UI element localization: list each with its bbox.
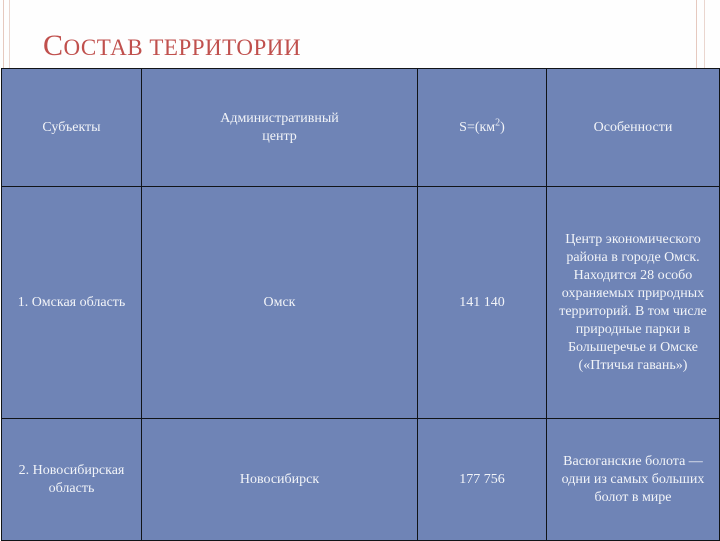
- cell-subject: 2. Новосибирская область: [2, 419, 142, 541]
- table-row: [2, 187, 720, 419]
- features-line: Находится 28 особо охраняемых природных территорий. В том числе природные парки в Большеречье и Омске: [559, 267, 707, 355]
- header-area: [418, 69, 547, 187]
- decor-line-left-outer: [3, 0, 4, 68]
- territory-table: [1, 68, 720, 541]
- features-line: Васюганские болота — одни из самых больших болот в мире: [561, 453, 705, 505]
- cell-subject: 1. Омская область: [2, 187, 142, 419]
- cell-center: Новосибирск: [142, 419, 418, 541]
- cell-area: 177 756: [418, 419, 547, 541]
- header-subject: Субъекты: [2, 69, 142, 187]
- decor-line-right-outer: [704, 0, 705, 68]
- slide-title: [43, 28, 301, 66]
- header-area-sup: 2: [495, 116, 501, 128]
- slide-title-initial: С: [43, 29, 64, 62]
- cell-center: Омск: [142, 187, 418, 419]
- table-header-row: [2, 69, 720, 187]
- features-line: Центр экономического района в городе Омск.: [565, 231, 701, 265]
- decor-line-left-inner: [9, 0, 10, 68]
- decor-line-right-inner: [696, 0, 697, 68]
- header-area-suffix: ): [500, 119, 505, 135]
- header-area-prefix: S=(км: [459, 119, 496, 135]
- cell-features: [547, 419, 720, 541]
- cell-area: 141 140: [418, 187, 547, 419]
- cell-features: [547, 187, 720, 419]
- table-row: [2, 419, 720, 541]
- header-features: Особенности: [547, 69, 720, 187]
- slide-title-rest: ОСТАВ ТЕРРИТОРИИ: [63, 35, 302, 60]
- features-line: («Птичья гавань»): [578, 357, 688, 373]
- header-center: Административный центр: [142, 69, 418, 187]
